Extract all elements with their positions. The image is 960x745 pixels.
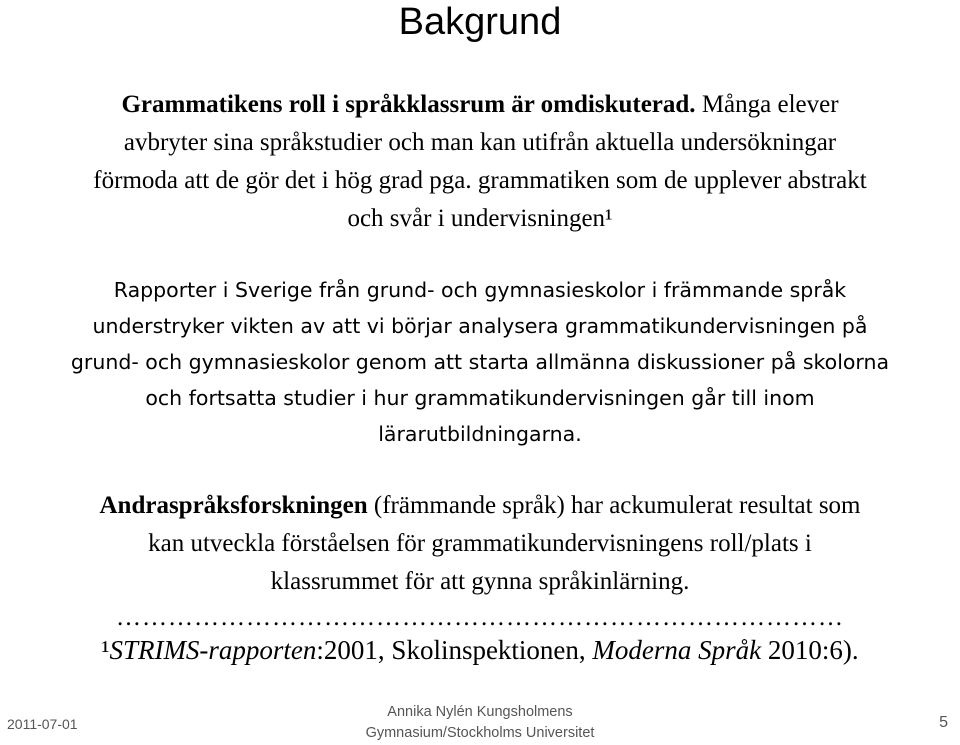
footer-author-line1: Annika Nylén Kungsholmens — [387, 704, 573, 720]
paragraph-grammar-role-lead: Grammatikens roll i språkklassrum är omdiskuterad. — [121, 91, 696, 118]
paragraph-reports — [0, 272, 960, 452]
paragraph-sla-research — [0, 487, 960, 601]
reference-source-strims: STRIMS-rapporten — [109, 635, 317, 665]
reference-marker: ¹ — [101, 635, 110, 665]
paragraph-sla-research-line1: (främmande språk) har ackumulerat resultat som — [367, 492, 861, 519]
paragraph-reports-line2: understryker vikten av att vi börjar analysera grammatikundervisningen på — [92, 314, 868, 338]
paragraph-grammar-role-line1: Många elever — [695, 91, 839, 118]
footer-page-number: 5 — [939, 714, 948, 731]
reference-end: 2010:6). — [761, 635, 859, 665]
slide-title: Bakgrund — [398, 1, 562, 43]
paragraph-reports-line4: och fortsatta studier i hur grammatikundervisningen går till inom — [145, 386, 815, 410]
paragraph-sla-research-line3: klassrummet för att gynna språkinlärning. — [270, 568, 690, 595]
paragraph-reports-line3: grund- och gymnasieskolor genom att starta allmänna diskussioner på skolorna — [70, 350, 890, 374]
reference-footnote — [0, 632, 960, 668]
paragraph-grammar-role-line3: förmoda att de gör det i hög grad pga. grammatiken som de upplever abstrakt — [93, 167, 867, 194]
reference-source-moderna: Moderna Språk — [592, 635, 762, 665]
dotted-separator: ………………………………………………………………………… — [116, 604, 844, 631]
paragraph-grammar-role-line2: avbryter sina språkstudier och man kan utifrån aktuella undersökningar — [123, 129, 837, 156]
paragraph-grammar-role — [0, 86, 960, 238]
footer-author — [280, 702, 680, 744]
paragraph-reports-line5: lärarutbildningarna. — [378, 422, 582, 446]
footer-date: 2011-07-01 — [7, 716, 78, 732]
paragraph-sla-research-lead: Andraspråksforskningen — [99, 492, 368, 519]
paragraph-sla-research-line2: kan utveckla förståelsen för grammatikundervisningens roll/plats i — [148, 530, 812, 557]
paragraph-reports-line1: Rapporter i Sverige från grund- och gymnasieskolor i främmande språk — [113, 278, 847, 302]
footer-author-line2: Gymnasium/Stockholms Universitet — [365, 725, 595, 741]
reference-mid: :2001, Skolinspektionen, — [316, 635, 593, 665]
paragraph-grammar-role-line4: och svår i undervisningen¹ — [347, 205, 613, 232]
